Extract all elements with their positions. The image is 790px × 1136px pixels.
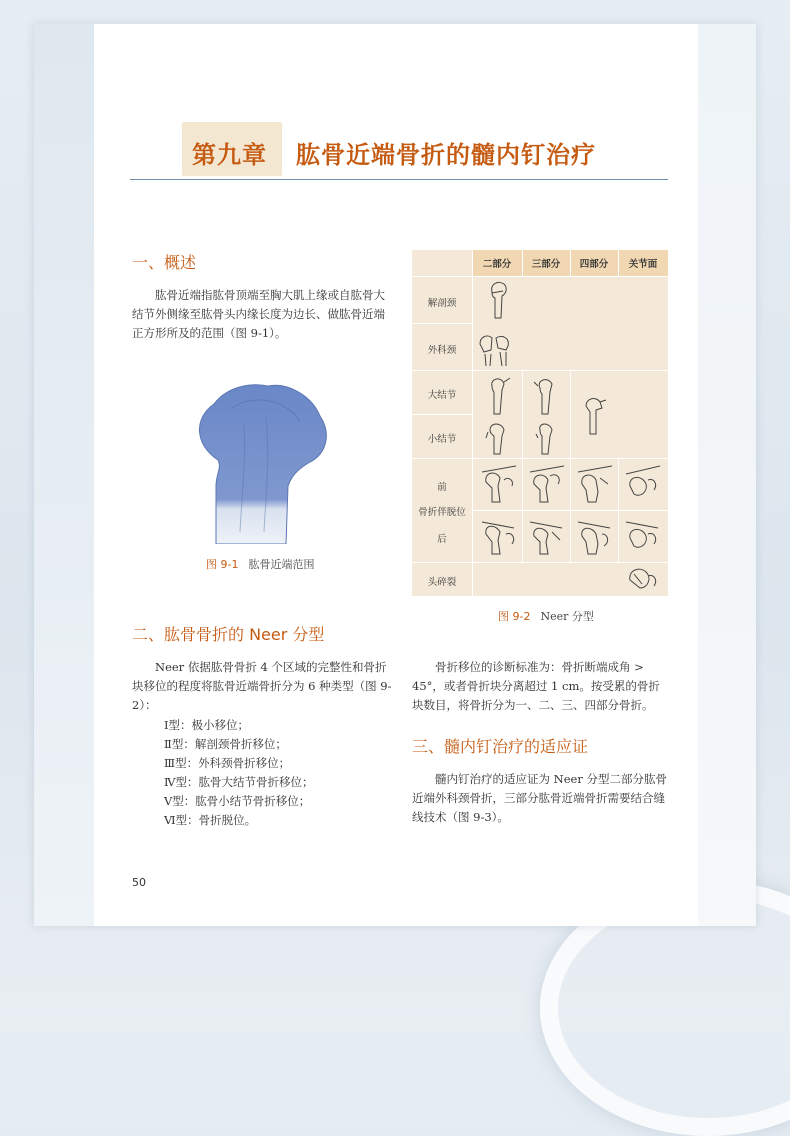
fracture-sketch-icon [484,376,512,416]
row-label-lesser-tuberosity: 小结节 [427,434,457,445]
chapter-title: 肱骨近端骨折的髓内钉治疗 [296,141,596,169]
neer-type-2: Ⅱ型：解剖颈骨折移位； [164,737,287,751]
row-label-surgical-neck: 外科颈 [427,345,457,356]
figure-9-2-text: Neer 分型 [540,610,594,623]
section-1-heading: 一、概述 [132,253,197,272]
col-header-four-part: 四部分 [579,259,609,270]
left-margin-strip [34,24,94,926]
fracture-sketch-icon [478,514,520,558]
section-2-heading: 二、肱骨骨折的 Neer 分型 [132,625,325,644]
col-header-three-part: 三部分 [531,259,561,270]
fracture-sketch-icon [486,280,510,320]
section-3-heading: 三、髓内钉治疗的适应证 [412,737,589,756]
neer-type-6: Ⅵ型：骨折脱位。 [164,813,257,827]
humerus-illustration [192,382,332,544]
right-margin-strip [698,24,756,926]
row-label-fracture-dislocation: 骨折伴脱位 [418,507,466,518]
section-1-paragraph: 肱骨近端指肱骨顶端至胸大肌上缘或自肱骨大结节外侧缘至肱骨头内缘长度为边长、做肱骨近端正方形所及的范围（图 9-1）。 [132,288,385,340]
row-label-greater-tuberosity: 大结节 [427,390,457,401]
row-label-head-splitting: 头碎裂 [427,577,457,588]
row-label-anatomical-neck: 解剖颈 [427,298,457,309]
page-number: 50 [132,876,146,889]
fracture-sketch-icon [580,396,608,436]
neer-classification-table [412,250,668,596]
fracture-sketch-icon [532,420,560,456]
col-header-articular: 关节面 [628,259,658,270]
displacement-criteria-paragraph: 骨折移位的诊断标准为：骨折断端成角 > 45°，或者骨折块分离超过 1 cm。按受累的骨折块数目，将骨折分为一、二、三、四部分骨折。 [412,660,660,712]
col-header-two-part: 二部分 [482,259,512,270]
chapter-underline [130,179,668,180]
fracture-sketch-icon [622,462,664,506]
fracture-sketch-icon [574,514,616,558]
fracture-sketch-icon [484,420,512,456]
figure-9-1-number: 图 9-1 [206,558,239,571]
fracture-sketch-icon [532,376,560,416]
section-3-paragraph: 髓内钉治疗的适应证为 Neer 分型二部分肱骨近端外科颈骨折，三部分肱骨近端骨折需要结合缝线技术（图 9-3）。 [412,772,667,824]
fracture-sketch-icon [624,564,662,594]
section-2-paragraph: Neer 依据肱骨骨折 4 个区域的完整性和骨折块移位的程度将肱骨近端骨折分为 6 种类型（图 9-2）： [132,660,392,712]
neer-type-5: Ⅴ型：肱骨小结节骨折移位； [164,794,311,808]
fracture-sketch-icon [526,462,568,506]
row-label-posterior: 后 [437,534,447,545]
chapter-label: 第九章 [192,141,267,169]
neer-type-4: Ⅳ型：肱骨大结节骨折移位； [164,775,314,789]
figure-9-2-number: 图 9-2 [498,610,531,623]
fracture-sketch-icon [476,328,516,368]
figure-9-2-caption [498,608,594,624]
book-page [34,24,756,926]
figure-9-1-caption [206,556,314,572]
fracture-sketch-icon [526,514,568,558]
row-label-anterior: 前 [437,482,447,493]
fracture-sketch-icon [574,462,616,506]
neer-type-3: Ⅲ型：外科颈骨折移位； [164,756,291,770]
neer-type-1: Ⅰ型：极小移位； [164,718,250,732]
figure-9-1-text: 肱骨近端范围 [248,558,315,571]
fracture-sketch-icon [478,462,520,506]
fracture-sketch-icon [622,514,664,558]
